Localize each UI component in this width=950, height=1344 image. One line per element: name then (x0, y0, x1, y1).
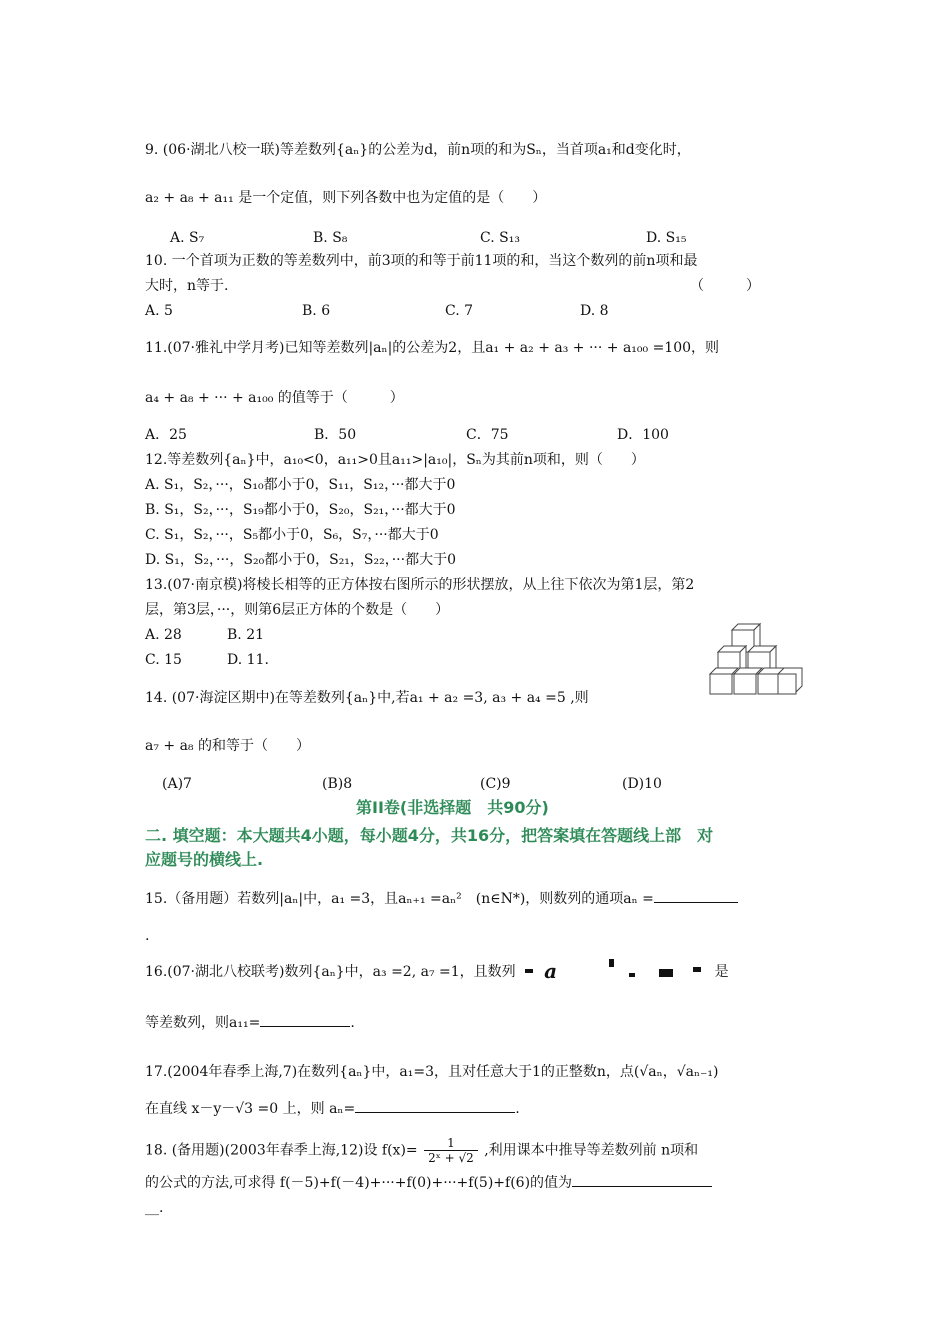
q16-line2-text: 等差数列，则a₁₁= (145, 1015, 261, 1031)
q18-fraction-numerator: 1 (424, 1136, 478, 1151)
q14-line2: a₇ + a₈ 的和等于（ ） (145, 738, 310, 754)
q9-option-b: B. S₈ (313, 230, 348, 246)
q17-line2 (145, 1098, 520, 1119)
q18-fraction-denominator: 2ˣ + √2 (428, 1151, 474, 1165)
q18-line1 (145, 1136, 698, 1165)
q13-option-b: B. 21 (227, 627, 265, 643)
q15-answer-blank[interactable] (654, 888, 738, 903)
q16-text: 16.(07·湖北八校联考)数列{aₙ}中，a₃ =2, a₇ =1，且数列 (145, 964, 516, 980)
q12-option-b: B. S₁，S₂，···，S₁₉都小于0，S₂₀，S₂₁，···都大于0 (145, 502, 456, 518)
q10-option-a: A. 5 (145, 303, 173, 319)
q18-text-tail: ,利用课本中推导等差数列前 n项和 (484, 1142, 699, 1159)
q15-line2: . (145, 928, 150, 944)
q10-option-d: D. 8 (580, 303, 609, 319)
q16-text-tail: 是 (714, 964, 729, 980)
q16-line2-end: . (350, 1015, 355, 1031)
q11-option-d: D．100 (617, 427, 669, 443)
q18-line2-text: 的公式的方法,可求得 f(－5)+f(－4)+···+f(0)+···+f(5)+f(6)的值为 (145, 1175, 573, 1191)
q11-line1: 11.(07·雅礼中学月考)已知等差数列|aₙ|的公差为2，且a₁ + a₂ + a₃ + ··· + a₁₀₀ =100，则 (145, 340, 720, 356)
q13-option-c: C. 15 (145, 652, 182, 668)
q11-line2: a₄ + a₈ + ··· + a₁₀₀ 的值等于（ ） (145, 390, 404, 406)
q16-garbled-formula: a (520, 965, 710, 979)
q16-answer-blank[interactable] (260, 1012, 350, 1027)
q10-answer-paren: （ ） (690, 278, 760, 294)
q14-option-b: (B)8 (322, 776, 353, 792)
q12-option-c: C. S₁，S₂，···，S₅都小于0，S₆，S₇，···都大于0 (145, 527, 439, 543)
q17-line2-text: 在直线 x－y－√3 =0 上，则 aₙ= (145, 1101, 356, 1117)
q18-text: 18. (备用题)(2003年春季上海,12)设 f(x)= (145, 1142, 418, 1159)
q10-line2: 大时，n等于. (145, 278, 229, 294)
q11-option-c: C．75 (466, 427, 509, 443)
q17-line2-end: . (515, 1101, 520, 1117)
q17-line1: 17.(2004年春季上海,7)在数列{aₙ}中，a₁=3，且对任意大于1的正整数n，点(√aₙ，√aₙ₋₁) (145, 1064, 719, 1080)
q13-option-d: D. 11. (227, 652, 269, 668)
q14-option-d: (D)10 (622, 776, 662, 792)
section-ii-title: 第II卷(非选择题 共90分) (356, 798, 549, 817)
q11-option-b: B．50 (314, 427, 357, 443)
q10-option-b: B. 6 (302, 303, 331, 319)
section-ii-instructions-line1: 二. 填空题：本大题共4小题，每小题4分，共16分，把答案填在答题线上部 对 (145, 826, 714, 845)
q11-option-a: A．25 (145, 427, 187, 443)
q16-line1 (145, 959, 729, 983)
q13-line1: 13.(07·南京模)将棱长相等的正方体按右图所示的形状摆放，从上往下依次为第1层，第2 (145, 577, 695, 593)
q15-line1 (145, 888, 738, 909)
q18-answer-blank[interactable] (572, 1172, 712, 1187)
q18-line2 (145, 1172, 712, 1193)
q14-option-c: (C)9 (480, 776, 511, 792)
q14-line1: 14. (07·海淀区期中)在等差数列{aₙ}中,若a₁ + a₂ =3, a₃ + a₄ =5 ,则 (145, 690, 589, 706)
q18-line3: __. (145, 1200, 164, 1216)
q9-option-d: D. S₁₅ (646, 230, 687, 246)
q9-line2: a₂ + a₈ + a₁₁ 是一个定值，则下列各数中也为定值的是（ ） (145, 190, 547, 206)
q13-option-a: A. 28 (145, 627, 182, 643)
q14-option-a: (A)7 (162, 776, 192, 792)
cube-stack-figure (708, 620, 804, 696)
section-ii-instructions-line2: 应题号的横线上. (145, 850, 264, 869)
q12-option-d: D. S₁，S₂，···，S₂₀都小于0，S₂₁，S₂₂，···都大于0 (145, 552, 456, 568)
q18-fraction (424, 1136, 478, 1165)
q9-option-a: A. S₇ (170, 230, 205, 246)
q9-line1: 9. (06·湖北八校一联)等差数列{aₙ}的公差为d，前n项的和为Sₙ，当首项a₁和d变化时， (145, 142, 691, 158)
q10-line1: 10. 一个首项为正数的等差数列中，前3项的和等于前11项的和，当这个数列的前n项和最 (145, 253, 698, 269)
q12-option-a: A. S₁，S₂，···，S₁₀都小于0，S₁₁，S₁₂，···都大于0 (145, 477, 456, 493)
q12-line1: 12.等差数列{aₙ}中，a₁₀<0，a₁₁>0且a₁₁>|a₁₀|，Sₙ为其前n项和，则（ ） (145, 452, 645, 468)
q17-answer-blank[interactable] (355, 1098, 515, 1113)
q10-option-c: C. 7 (445, 303, 474, 319)
q13-line2: 层，第3层，···，则第6层正方体的个数是（ ） (145, 602, 450, 618)
q9-option-c: C. S₁₃ (480, 230, 520, 246)
q15-text: 15.（备用题）若数列|aₙ|中，a₁ =3，且aₙ₊₁ =aₙ² (n∈N*)，则数列的通项aₙ = (145, 891, 654, 907)
q16-line2 (145, 1012, 355, 1033)
